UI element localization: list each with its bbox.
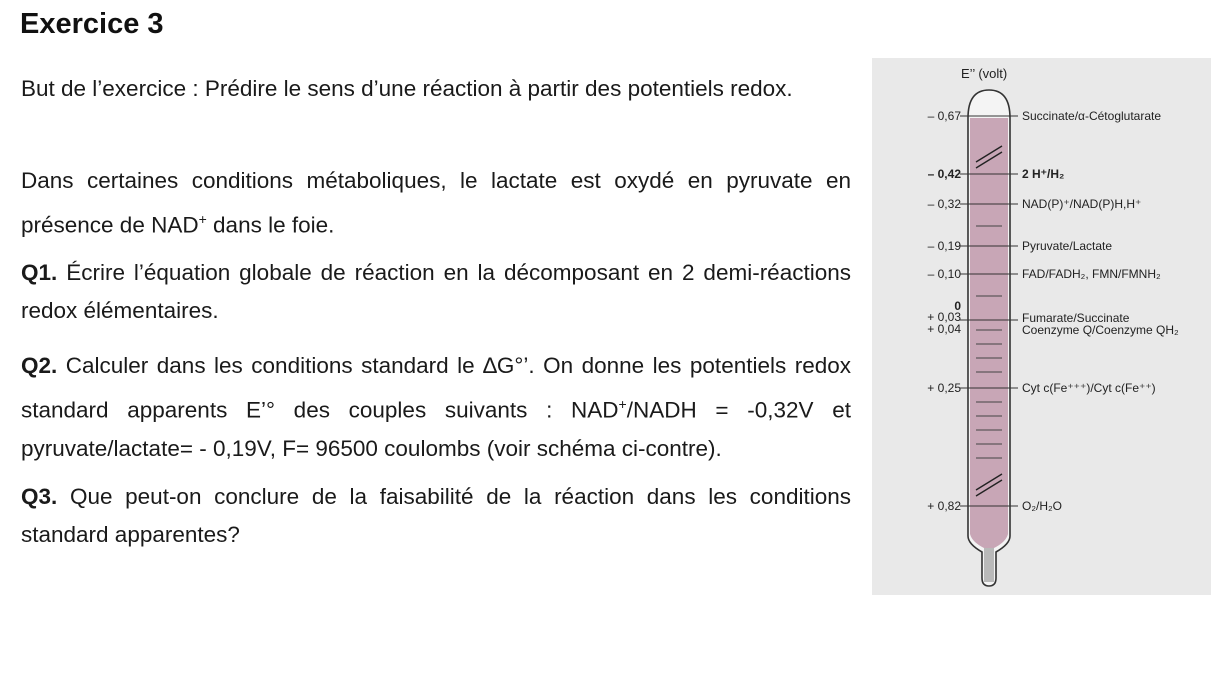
potential-label: + 0,25 [927, 381, 961, 395]
question-2-label: Q2. [21, 353, 58, 378]
exercise-title: Exercice 3 [20, 8, 164, 40]
redox-couple-label: Succinate/α-Cétoglutarate [1022, 109, 1162, 123]
axis-label: E’’ (volt) [961, 66, 1008, 81]
redox-couple-label: Fumarate/Succinate [1022, 311, 1130, 325]
potential-label: – 0,32 [927, 197, 961, 211]
question-3-text: Que peut-on conclure de la faisabilité de la réaction dans les conditions standard apparentes? [21, 484, 851, 547]
potential-label: + 0,03 [927, 310, 961, 324]
context-text-end: dans le foie. [206, 212, 335, 238]
question-1-text: Écrire l’équation globale de réaction en la décomposant en 2 demi-réactions redox élémentaires. [21, 260, 851, 323]
redox-couple-label: 2 H⁺/H₂ [1022, 167, 1065, 181]
question-2-text-b: /NADH = -0,32V et pyruvate/lactate= - 0,19V, F= 96500 coulombs (voir schéma ci-contre). [21, 397, 851, 461]
question-3-label: Q3. [21, 484, 58, 509]
potential-label: – 0,67 [927, 109, 961, 123]
question-1-label: Q1. [21, 260, 58, 285]
goal-paragraph: But de l’exercice : Prédire le sens d’une réaction à partir des potentiels redox. [21, 76, 793, 101]
potential-label: + 0,82 [927, 499, 961, 513]
redox-scale-figure [872, 58, 1211, 595]
question-3 [21, 478, 851, 554]
potential-label: – 0,19 [927, 239, 961, 253]
question-1 [21, 254, 851, 330]
question-2 [21, 347, 851, 468]
context-text-start: Dans certaines conditions métaboliques, le lactate est oxydé en pyruvate en présence de NAD [21, 168, 851, 238]
potential-label: + 0,04 [927, 322, 961, 336]
bulb-stem [984, 548, 994, 582]
redox-couple-label: Pyruvate/Lactate [1022, 239, 1113, 253]
potential-label: – 0,10 [927, 267, 961, 281]
redox-couple-label: NAD(P)⁺/NAD(P)H,H⁺ [1022, 197, 1142, 211]
redox-scale-svg [872, 58, 1211, 595]
context-superscript: + [198, 211, 207, 227]
potential-label: 0 [954, 299, 961, 313]
redox-couple-label: Cyt c(Fe⁺⁺⁺)/Cyt c(Fe⁺⁺) [1022, 381, 1156, 395]
potential-label: – 0,42 [927, 167, 961, 181]
context-paragraph [21, 162, 851, 245]
question-2-superscript: + [618, 396, 627, 412]
redox-couple-label: Coenzyme Q/Coenzyme QH₂ [1022, 323, 1179, 337]
question-2-text-a: Calculer dans les conditions standard le ∆G°’. On donne les potentiels redox standard apparents E’° des couples suivants : NAD [21, 353, 851, 423]
redox-couple-label: FAD/FADH₂, FMN/FMNH₂ [1022, 267, 1161, 281]
tube-liquid-fill [970, 118, 1008, 534]
redox-couple-label: O₂/H₂O [1022, 499, 1062, 513]
